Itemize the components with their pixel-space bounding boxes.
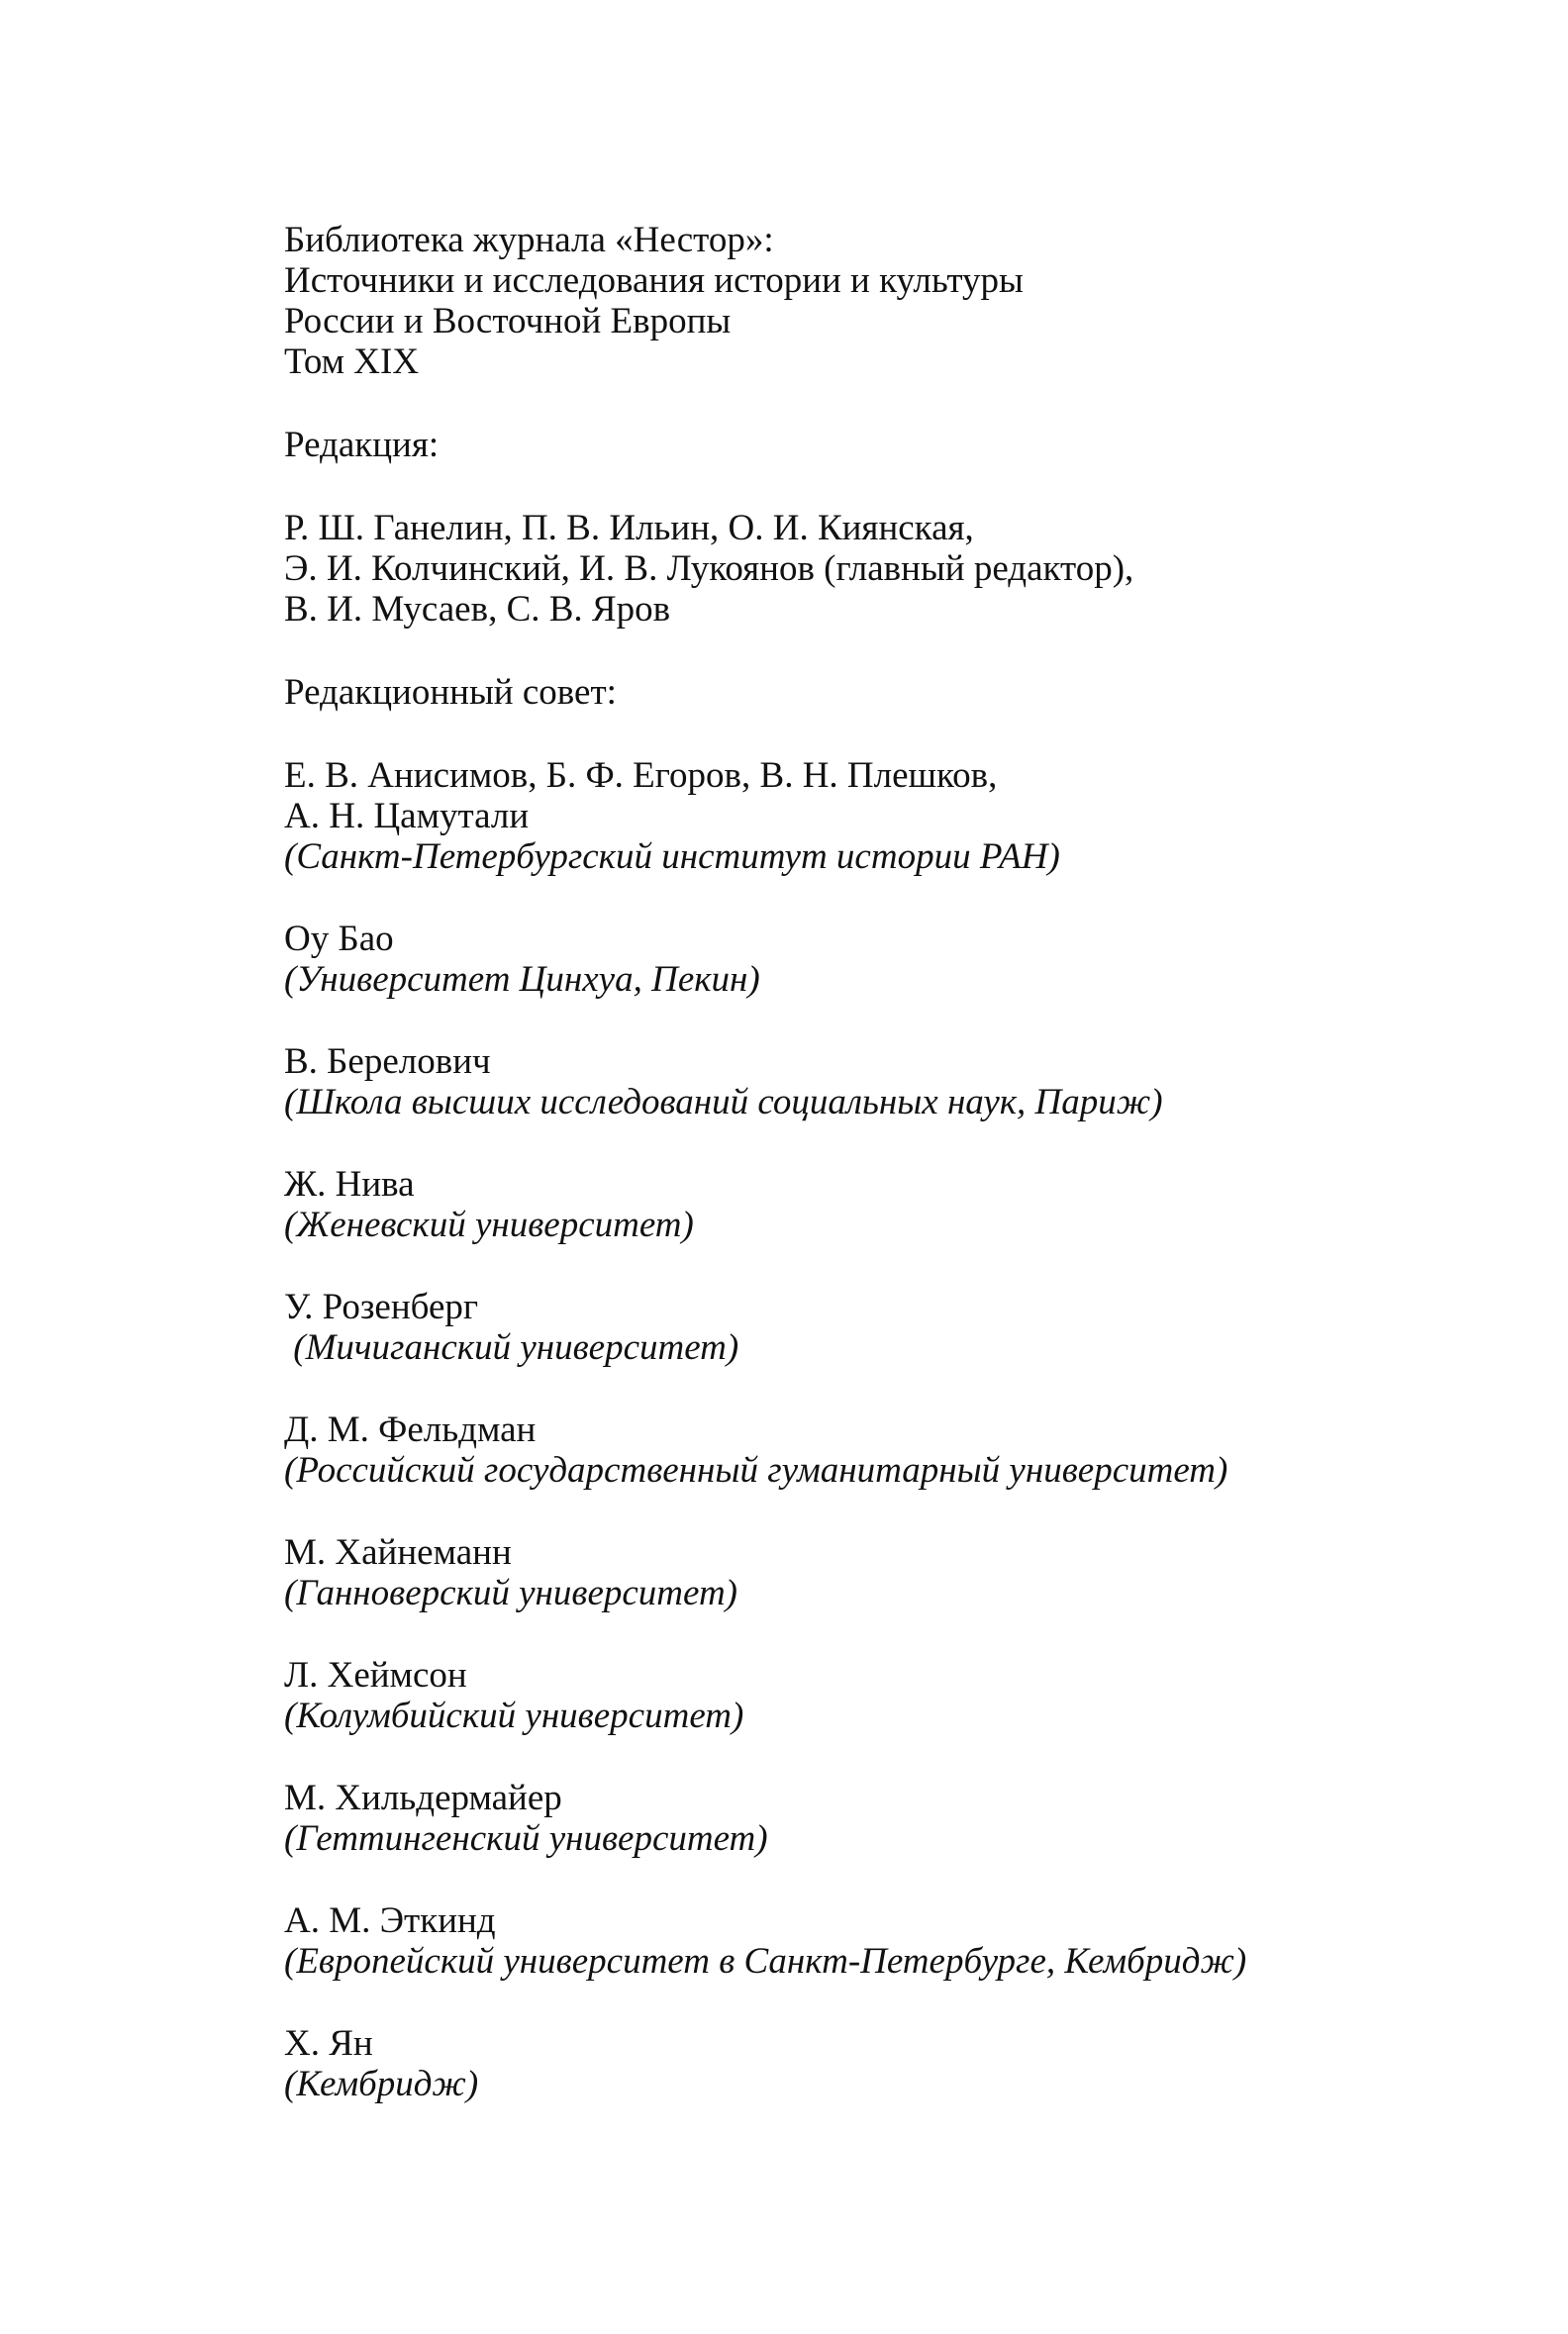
council-member [284, 1041, 1472, 1122]
series-title: Библиотека журнала «Нестор»: [284, 220, 774, 260]
council-heading: Редакционный совет: [284, 672, 617, 713]
member-affiliation: (Кембридж) [284, 2064, 479, 2104]
series-subtitle-2: России и Восточной Европы [284, 301, 732, 341]
member-name: М. Хильдермайер [284, 1778, 562, 1818]
member-name: Е. В. Анисимов, Б. Ф. Егоров, В. Н. Плешков, [284, 755, 998, 796]
volume-number: Том XIX [284, 341, 420, 382]
council-members [284, 755, 1472, 2104]
editorial-line: Р. Ш. Ганелин, П. В. Ильин, О. И. Киянская, [284, 508, 974, 548]
member-affiliation: (Санкт-Петербургский институт истории РАН) [284, 836, 1060, 877]
council-member [284, 1900, 1472, 1982]
council-member [284, 1778, 1472, 1859]
editorial-line: В. И. Мусаев, С. В. Яров [284, 589, 671, 630]
series-subtitle-1: Источники и исследования истории и культуры [284, 260, 1024, 301]
council-member [284, 1655, 1472, 1736]
member-affiliation: (Российский государственный гуманитарный университет) [284, 1450, 1228, 1491]
member-name: А. Н. Цамутали [284, 796, 530, 836]
member-name: Х. Ян [284, 2023, 373, 2064]
editorial-members [284, 508, 1472, 630]
council-member [284, 2023, 1472, 2104]
member-name: Ж. Нива [284, 1164, 415, 1205]
editorial-line: Э. И. Колчинский, И. В. Лукоянов (главный редактор), [284, 548, 1134, 589]
title-page [284, 220, 1472, 2104]
member-name: В. Берелович [284, 1041, 491, 1082]
member-affiliation: (Европейский университет в Санкт-Петербурге, Кембридж) [284, 1941, 1247, 1982]
member-name: У. Розенберг [284, 1287, 479, 1327]
member-affiliation: (Школа высших исследований социальных наук, Париж) [284, 1082, 1163, 1122]
member-affiliation: (Колумбийский университет) [284, 1696, 744, 1736]
council-member [284, 1532, 1472, 1613]
series-block [284, 220, 1472, 382]
member-affiliation: (Университет Цинхуа, Пекин) [284, 959, 760, 1000]
member-name: А. М. Эткинд [284, 1900, 496, 1941]
member-name: Л. Хеймсон [284, 1655, 467, 1696]
council-member [284, 919, 1472, 1000]
council-member [284, 755, 1472, 877]
member-affiliation: (Геттингенский университет) [284, 1818, 768, 1859]
member-affiliation: (Мичиганский университет) [284, 1327, 739, 1368]
council-member [284, 1287, 1472, 1368]
editorial-heading: Редакция: [284, 425, 440, 465]
member-name: М. Хайнеманн [284, 1532, 512, 1573]
editorial-heading-block [284, 425, 1472, 465]
member-affiliation: (Женевский университет) [284, 1205, 694, 1245]
member-name: Оу Бао [284, 919, 394, 959]
council-heading-block [284, 672, 1472, 713]
council-member [284, 1410, 1472, 1491]
council-member [284, 1164, 1472, 1245]
member-name: Д. М. Фельдман [284, 1410, 537, 1450]
member-affiliation: (Ганноверский университет) [284, 1573, 738, 1613]
